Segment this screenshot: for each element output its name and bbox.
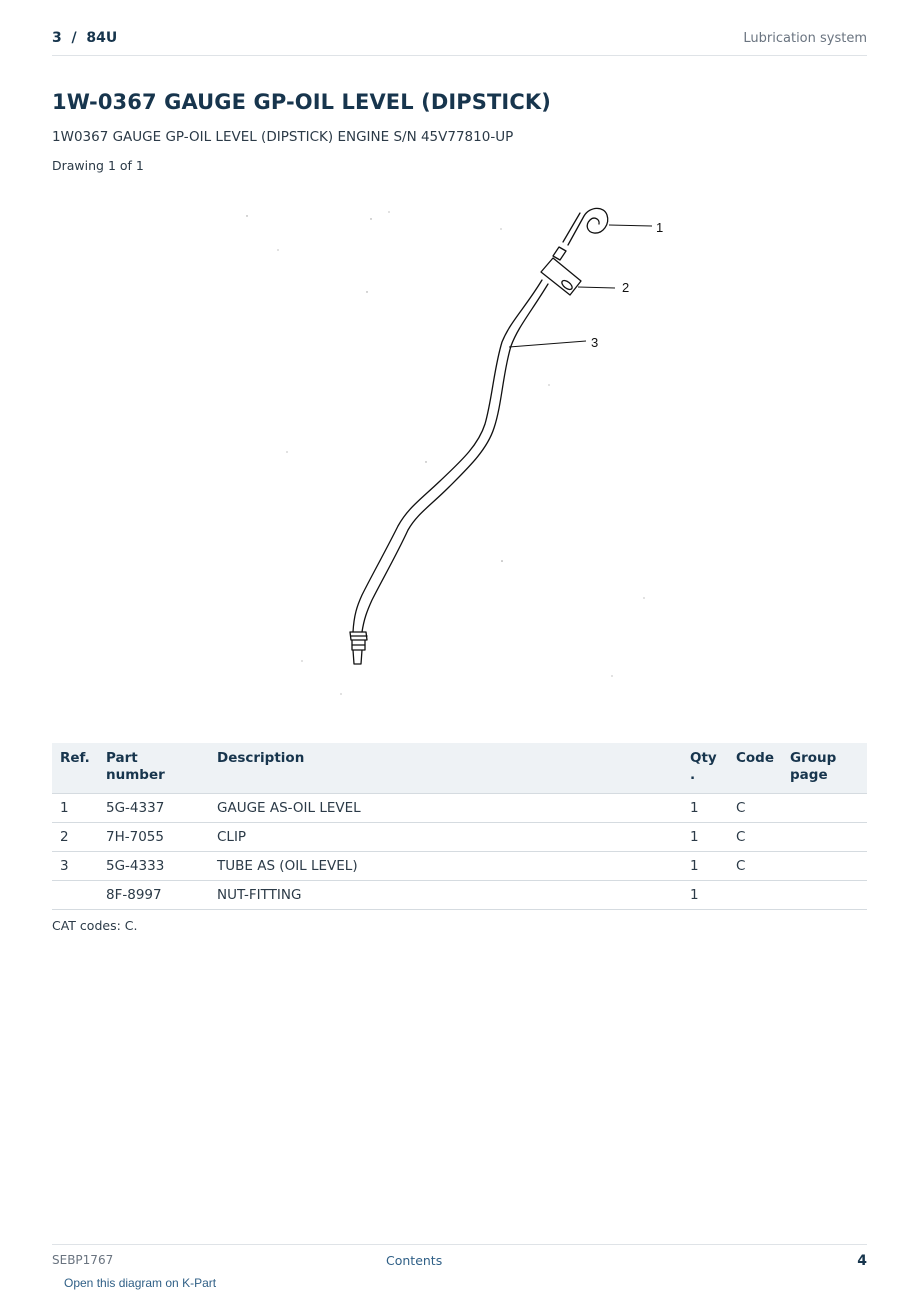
section-name: Lubrication system xyxy=(743,31,867,46)
page-header xyxy=(52,28,867,56)
cell-code: C xyxy=(728,794,782,823)
cell-code: C xyxy=(728,852,782,881)
cell-group-page xyxy=(782,823,867,852)
cell-description: NUT-FITTING xyxy=(209,881,682,910)
cell-description: CLIP xyxy=(209,823,682,852)
cell-part-number: 8F-8997 xyxy=(98,881,209,910)
cell-qty: 1 xyxy=(682,794,728,823)
col-part-number: Part number xyxy=(98,743,209,794)
cell-description: GAUGE AS-OIL LEVEL xyxy=(209,794,682,823)
clip-part xyxy=(541,258,581,295)
cell-qty: 1 xyxy=(682,852,728,881)
cell-code: C xyxy=(728,823,782,852)
tube-fitting xyxy=(350,632,367,664)
breadcrumb[interactable]: 3 / 84U xyxy=(52,30,118,46)
page-subtitle: 1W0367 GAUGE GP-OIL LEVEL (DIPSTICK) ENGINE S/N 45V77810-UP xyxy=(52,129,514,145)
cell-part-number: 5G-4333 xyxy=(98,852,209,881)
table-row xyxy=(52,794,867,823)
col-description: Description xyxy=(209,743,682,794)
cell-group-page xyxy=(782,794,867,823)
cell-ref: 3 xyxy=(52,852,98,881)
page-footer xyxy=(52,1244,867,1271)
col-ref: Ref. xyxy=(52,743,98,794)
cell-ref: 1 xyxy=(52,794,98,823)
cat-codes-note: CAT codes: C. xyxy=(52,918,138,933)
tube-right-edge xyxy=(362,284,548,632)
col-group-page: Group page xyxy=(782,743,867,794)
dipstick-handle-loop xyxy=(568,208,608,245)
table-header-row xyxy=(52,743,867,794)
col-code: Code xyxy=(728,743,782,794)
parts-table xyxy=(52,743,867,910)
cell-part-number: 7H-7055 xyxy=(98,823,209,852)
contents-link[interactable]: Contents xyxy=(386,1253,443,1268)
dipstick-diagram xyxy=(240,195,680,705)
callout-2: 2 xyxy=(622,280,630,295)
table-row xyxy=(52,823,867,852)
cell-qty: 1 xyxy=(682,823,728,852)
tube-left-edge xyxy=(353,280,542,632)
dipstick-collar xyxy=(553,247,566,260)
cell-ref xyxy=(52,881,98,910)
cell-ref: 2 xyxy=(52,823,98,852)
drawing-label: Drawing 1 of 1 xyxy=(52,158,144,173)
callout-1-leader xyxy=(609,225,652,226)
kpart-link[interactable]: Open this diagram on K-Part xyxy=(64,1276,217,1290)
table-row xyxy=(52,881,867,910)
document-id: SEBP1767 xyxy=(52,1253,114,1267)
cell-code xyxy=(728,881,782,910)
page-number: 4 xyxy=(857,1253,867,1269)
cell-part-number: 5G-4337 xyxy=(98,794,209,823)
cell-description: TUBE AS (OIL LEVEL) xyxy=(209,852,682,881)
cell-group-page xyxy=(782,881,867,910)
table-row xyxy=(52,852,867,881)
callout-3: 3 xyxy=(591,335,599,350)
cell-qty: 1 xyxy=(682,881,728,910)
cell-group-page xyxy=(782,852,867,881)
callout-2-leader xyxy=(578,287,615,288)
callout-1: 1 xyxy=(656,220,664,235)
col-qty: Qty . xyxy=(682,743,728,794)
callout-3-leader xyxy=(509,341,586,347)
page-title: 1W-0367 GAUGE GP-OIL LEVEL (DIPSTICK) xyxy=(52,90,551,114)
